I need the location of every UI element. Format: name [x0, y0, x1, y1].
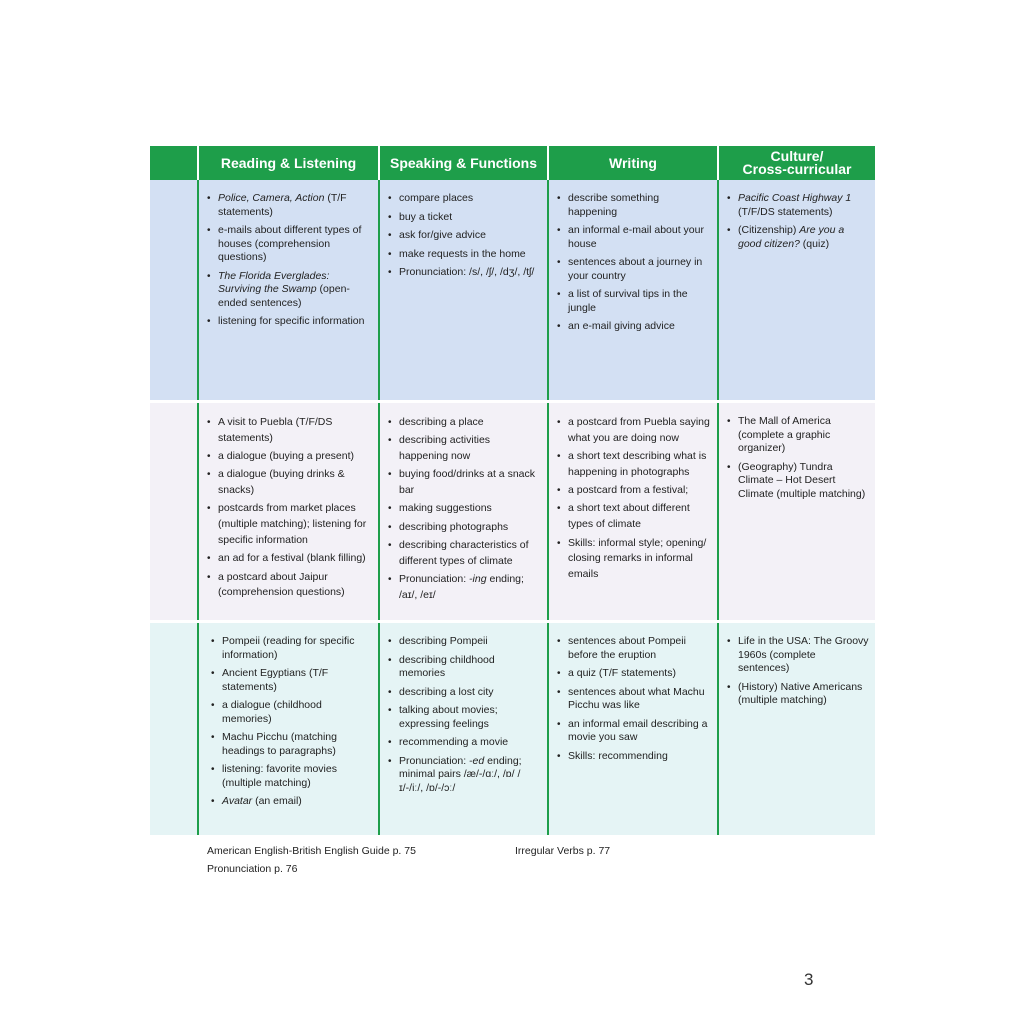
list-item: • talking about movies; expressing feelings: [387, 704, 541, 731]
reading-cell: [197, 623, 378, 835]
header-speaking-functions: Speaking & Functions: [378, 146, 547, 180]
list-item: • Pronunciation: -ed ending; minimal pairs /æ/-/ɑː/, /ɒ/ /ɪ/-/iː/, /ɒ/-/ɔː/: [387, 755, 541, 796]
list-item: • describing Pompeii: [387, 635, 541, 649]
header-culture-line1: Culture/: [770, 148, 824, 164]
list-item: • buy a ticket: [387, 211, 541, 225]
footer-guide-reference: American English-British English Guide p. 75: [207, 845, 416, 857]
list-item: • Pompeii (reading for specific information): [210, 635, 372, 662]
list-item: • sentences about Pompeii before the eruption: [556, 635, 711, 662]
header-reading-listening: Reading & Listening: [197, 146, 378, 180]
list-item: • an e-mail giving advice: [556, 320, 711, 334]
table-header: [150, 146, 875, 180]
list-item: • Avatar (an email): [210, 795, 372, 809]
speaking-cell: [378, 403, 547, 620]
list-item: • sentences about a journey in your country: [556, 256, 711, 283]
list-item: • Life in the USA: The Groovy 1960s (complete sentences): [726, 635, 869, 676]
list-item: • postcards from market places (multiple matching); listening for specific information: [206, 501, 372, 548]
list-item: • describing childhood memories: [387, 654, 541, 681]
writing-cell: [547, 623, 717, 835]
list-item: • a postcard about Jaipur (comprehension questions): [206, 570, 372, 602]
reading-cell: [197, 403, 378, 620]
list-item: • an informal e-mail about your house: [556, 224, 711, 251]
header-culture-line2: Cross-curricular: [742, 161, 852, 177]
culture-cell: [717, 403, 875, 620]
header-writing: Writing: [547, 146, 717, 180]
list-item: • (Citizenship) Are you a good citizen? (quiz): [726, 224, 869, 251]
list-item: • describing a place: [387, 415, 541, 431]
list-item: • a dialogue (childhood memories): [210, 699, 372, 726]
list-item: • a dialogue (buying a present): [206, 449, 372, 465]
list-item: • ask for/give advice: [387, 229, 541, 243]
page-number: 3: [804, 970, 814, 989]
table-row: [150, 403, 875, 620]
list-item: • Police, Camera, Action (T/F statements): [206, 192, 372, 219]
footer-irregular-verbs-reference: Irregular Verbs p. 77: [515, 845, 611, 857]
list-item: • a quiz (T/F statements): [556, 667, 711, 681]
list-item: • a list of survival tips in the jungle: [556, 288, 711, 315]
list-item: • buying food/drinks at a snack bar: [387, 467, 541, 499]
list-item: • a short text about different types of climate: [556, 501, 711, 533]
list-item: • a postcard from a festival;: [556, 483, 711, 499]
table-row: [150, 180, 875, 400]
list-item: • a dialogue (buying drinks & snacks): [206, 467, 372, 499]
list-item: • describing activities happening now: [387, 433, 541, 465]
culture-cell: [717, 180, 875, 400]
list-item: • sentences about what Machu Picchu was like: [556, 686, 711, 713]
list-item: • Skills: recommending: [556, 750, 711, 764]
list-item: • Pronunciation: /s/, /ʃ/, /dʒ/, /tʃ/: [387, 266, 541, 280]
list-item: • listening: favorite movies (multiple matching): [210, 763, 372, 790]
list-item: • Machu Picchu (matching headings to paragraphs): [210, 731, 372, 758]
list-item: • making suggestions: [387, 501, 541, 517]
contents-table: [150, 146, 875, 835]
list-item: • a short text describing what is happening in photographs: [556, 449, 711, 481]
list-item: • Pronunciation: -ing ending; /aɪ/, /eɪ/: [387, 572, 541, 604]
list-item: • A visit to Puebla (T/F/DS statements): [206, 415, 372, 447]
speaking-cell: [378, 623, 547, 835]
reading-cell: [197, 180, 378, 400]
list-item: • (Geography) Tundra Climate – Hot Desert Climate (multiple matching): [726, 461, 869, 502]
list-item: • describe something happening: [556, 192, 711, 219]
writing-cell: [547, 403, 717, 620]
list-item: • a postcard from Puebla saying what you are doing now: [556, 415, 711, 447]
list-item: • describing photographs: [387, 520, 541, 536]
list-item: • describing a lost city: [387, 686, 541, 700]
list-item: • make requests in the home: [387, 248, 541, 262]
list-item: • compare places: [387, 192, 541, 206]
list-item: • recommending a movie: [387, 736, 541, 750]
table-row: [150, 623, 875, 835]
speaking-cell: [378, 180, 547, 400]
list-item: • describing characteristics of different types of climate: [387, 538, 541, 570]
list-item: • listening for specific information: [206, 315, 372, 329]
header-blank-cell: [150, 146, 197, 180]
writing-cell: [547, 180, 717, 400]
list-item: • The Florida Everglades: Surviving the Swamp (open-ended sentences): [206, 270, 372, 311]
culture-cell: [717, 623, 875, 835]
list-item: • The Mall of America (complete a graphic organizer): [726, 415, 869, 456]
footer-pronunciation-reference: Pronunciation p. 76: [207, 863, 298, 875]
list-item: • Ancient Egyptians (T/F statements): [210, 667, 372, 694]
list-item: • an informal email describing a movie you saw: [556, 718, 711, 745]
list-item: • Skills: informal style; opening/ closing remarks in informal emails: [556, 536, 711, 583]
list-item: • Pacific Coast Highway 1 (T/F/DS statements): [726, 192, 869, 219]
list-item: • an ad for a festival (blank filling): [206, 551, 372, 567]
header-culture: [717, 146, 875, 180]
list-item: • e-mails about different types of houses (comprehension questions): [206, 224, 372, 265]
list-item: • (History) Native Americans (multiple matching): [726, 681, 869, 708]
